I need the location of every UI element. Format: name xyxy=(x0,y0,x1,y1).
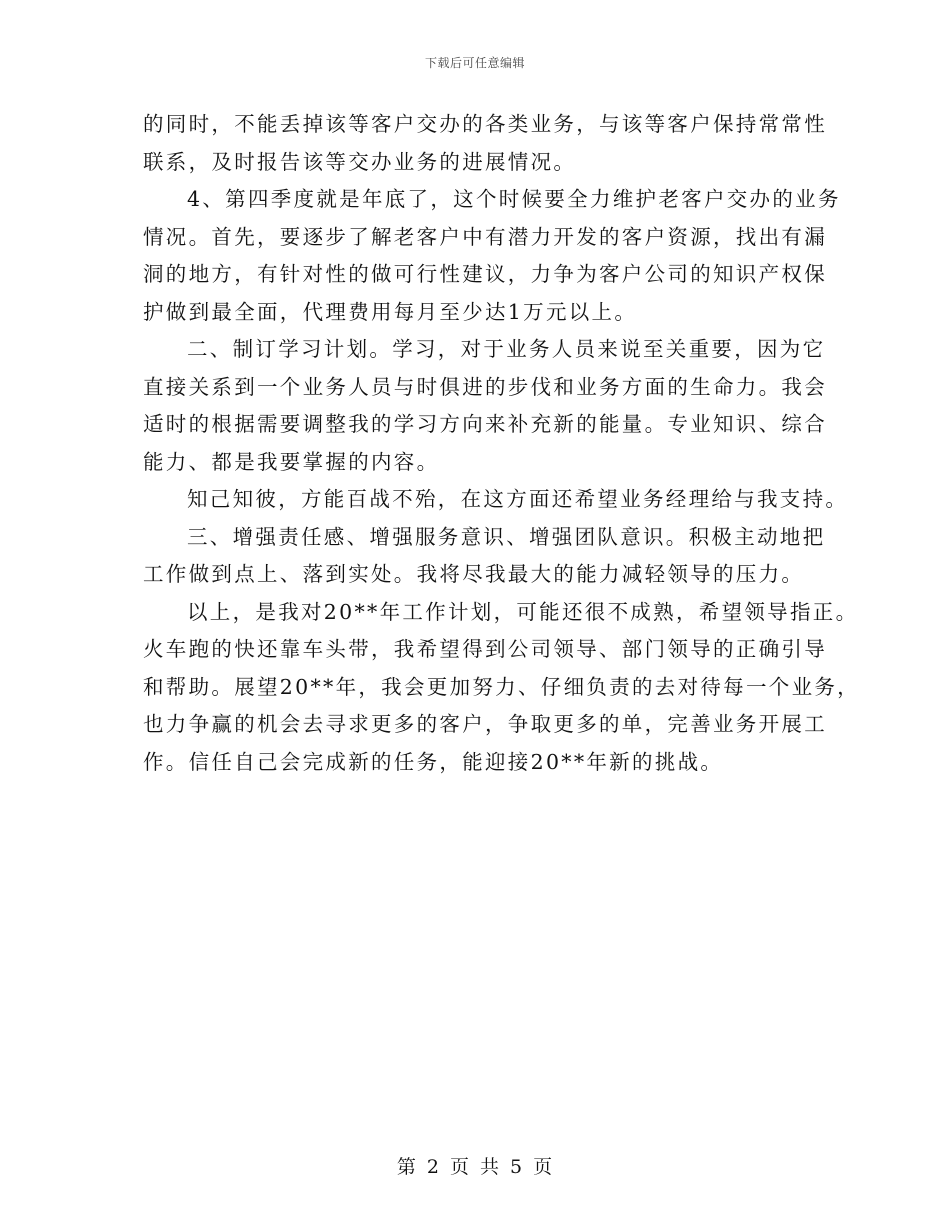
page-label-prefix: 第 xyxy=(396,1156,417,1178)
text-line: 适时的根据需要调整我的学习方向来补充新的能量。专业知识、综合 xyxy=(143,412,827,436)
page-footer xyxy=(0,1152,950,1179)
total-label-unit: 页 xyxy=(533,1156,554,1178)
current-page-number: 2 xyxy=(426,1156,440,1178)
total-page-number: 5 xyxy=(510,1156,524,1178)
page-header: 下载后可任意编辑 xyxy=(424,56,525,70)
text-line: 和帮助。展望20**年，我会更加努力、仔细负责的去对待每一个业务， xyxy=(143,674,860,699)
text-line: 能力、都是我要掌握的内容。 xyxy=(143,449,440,474)
page-label-unit: 页 xyxy=(449,1156,470,1178)
text-line: 工作做到点上、落到实处。我将尽我最大的能力减轻领导的压力。 xyxy=(143,562,805,586)
text-line: 三、增强责任感、增强服务意识、增强团队意识。积极主动地把 xyxy=(187,524,826,549)
total-label-prefix: 共 xyxy=(480,1156,501,1178)
text-line: 情况。首先，要逐步了解老客户中有潜力开发的客户资源，找出有漏 xyxy=(143,224,827,249)
text-line: 火车跑的快还靠车头带，我希望得到公司领导、部门领导的正确引导 xyxy=(143,637,827,661)
text-line: 联系，及时报告该等交办业务的进展情况。 xyxy=(143,149,577,174)
text-line: 也力争赢的机会去寻求更多的客户，争取更多的单，完善业务开展工 xyxy=(143,712,827,736)
text-line: 直接关系到一个业务人员与时俱进的步伐和业务方面的生命力。我会 xyxy=(143,374,827,399)
text-line: 4、第四季度就是年底了，这个时候要全力维护老客户交办的业务 xyxy=(187,187,841,211)
text-line: 护做到最全面，代理费用每月至少达1万元以上。 xyxy=(143,299,638,324)
text-line: 以上，是我对20**年工作计划，可能还很不成熟，希望领导指正。 xyxy=(187,599,859,624)
text-line: 的同时，不能丢掉该等客户交办的各类业务，与该等客户保持常常性 xyxy=(143,112,827,136)
text-line: 洞的地方，有针对性的做可行性建议，力争为客户公司的知识产权保 xyxy=(143,262,827,286)
text-line: 二、制订学习计划。学习，对于业务人员来说至关重要，因为它 xyxy=(187,337,826,361)
text-line: 作。信任自己会完成新的任务，能迎接20**年新的挑战。 xyxy=(143,749,724,774)
text-line: 知己知彼，方能百战不殆，在这方面还希望业务经理给与我支持。 xyxy=(187,487,849,511)
document-body xyxy=(143,106,860,781)
